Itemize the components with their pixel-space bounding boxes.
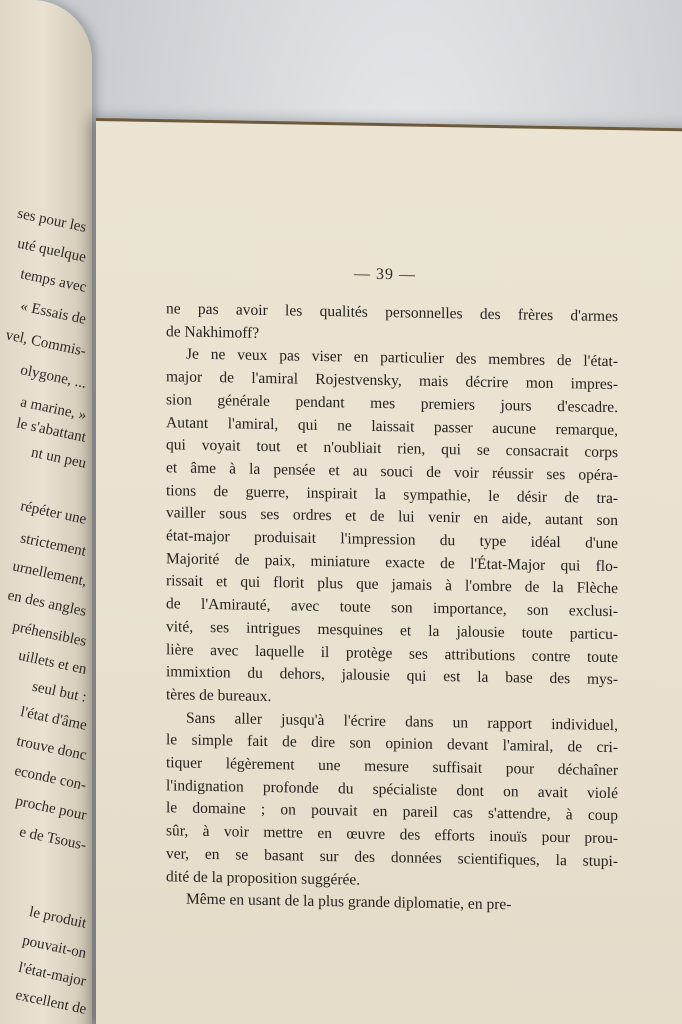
left-page-line: répéter une — [18, 498, 88, 528]
paragraph — [166, 344, 618, 715]
left-page-line: excellent de — [13, 987, 88, 1018]
left-page-line: l'état-major — [17, 959, 88, 990]
text-line: lière avec laquelle il protège ses attributions contre toute — [166, 640, 618, 666]
text-line: de Nakhimoff? — [166, 322, 260, 342]
left-page-line: pouvait-on — [20, 932, 88, 962]
left-page-line: uillets et en — [16, 647, 88, 678]
text-line: tères de bureaux. — [166, 686, 272, 706]
left-page-line: urnellement, — [10, 558, 88, 590]
text-line: Majorité de paix, miniature exacte de l'État-Major qui flo- — [166, 549, 618, 575]
text-line: Je ne veux pas viser en particulier des membres de l'état- — [186, 345, 618, 371]
left-page-line: seul but : — [30, 678, 88, 706]
paragraph — [166, 707, 618, 897]
left-page — [0, 0, 92, 1024]
text-line: le simple fait de dire son opinion devant l'amiral, de cri- — [166, 731, 618, 757]
text-line: ver, en se basant sur des données scientifiques, la stupi- — [166, 845, 618, 870]
left-page-line: a marine, » — [18, 394, 88, 424]
left-page-line: l'état d'âme — [18, 704, 88, 734]
page-number: — 39 — — [354, 265, 416, 284]
left-page-line: le s'abattant — [15, 415, 88, 446]
page-body-text — [166, 298, 618, 919]
text-line: état-major produisait l'impression du type idéal d'une — [166, 527, 618, 553]
text-line: tions de guerre, inspirait la sympathie, le désir de tra- — [166, 481, 618, 507]
left-page-line: en des angles — [6, 587, 88, 620]
text-line: sûr, à voir mettre en œuvre des efforts inouïs pour prou- — [166, 822, 618, 848]
left-page-line: vel, Commis- — [4, 327, 88, 360]
text-line: immixtion du dehors, jalousie qui est la base des mys- — [166, 663, 618, 689]
text-line: Autant l'amiral, qui ne laissait passer aucune remarque, — [166, 413, 618, 439]
left-page-line: le produit — [27, 904, 88, 932]
text-line: dité de la proposition suggérée. — [166, 867, 361, 889]
left-page-line: ses pour les — [15, 205, 88, 236]
text-line: vailler sous ses ordres et de lui venir en aide, autant son — [166, 504, 618, 530]
text-line: le domaine ; on pouvait en pareil cas s'attendre, à coup — [166, 799, 618, 825]
left-page-line: strictement — [19, 530, 88, 560]
text-line: et âme à la pensée et au souci de voir réussir ses opéra- — [166, 459, 618, 485]
left-page-line: « Essais de — [19, 298, 88, 328]
text-line: l'indignation profonde du spécialiste dont on avait violé — [166, 776, 618, 802]
text-line: de l'Amirauté, avec toute son importance, son exclusi- — [166, 595, 618, 621]
left-page-line: nt un peu — [29, 444, 88, 472]
left-page-line: proche pour — [13, 793, 88, 824]
left-page-line: temps avec — [18, 266, 88, 296]
text-line: major de l'amiral Rojestvensky, mais décrire mon impres- — [166, 368, 618, 394]
text-line: qui voyait tout et n'oubliait rien, qui se consacrait corps — [166, 436, 618, 462]
text-line: tiquer légèrement une mesure suffisait pour déchaîner — [166, 754, 618, 780]
text-line: sion générale pendant mes premiers jours d'escadre. — [166, 391, 618, 416]
text-line: Même en usant de la plus grande diplomatie, en pre- — [186, 890, 512, 914]
text-line: vité, ses intrigues mesquines et la jalousie toute particu- — [166, 618, 618, 643]
left-page-line: e de Tsous- — [18, 824, 88, 854]
text-line: rissait et qui florit plus que jamais à l'ombre de la Flèche — [166, 572, 618, 598]
left-page-line: préhensibles — [11, 618, 88, 650]
paragraph — [166, 298, 618, 351]
left-page-line: trouve donc — [14, 733, 88, 764]
left-page-line: uté quelque — [16, 235, 88, 266]
text-line: ne pas avoir les qualités personnelles des frères d'armes — [166, 300, 618, 326]
left-page-line: olygone, ... — [18, 362, 88, 392]
text-line: Sans aller jusqu'à l'écrire dans un rapport individuel, — [186, 709, 618, 734]
left-page-line: econde con- — [13, 763, 88, 794]
right-page — [96, 118, 682, 1024]
